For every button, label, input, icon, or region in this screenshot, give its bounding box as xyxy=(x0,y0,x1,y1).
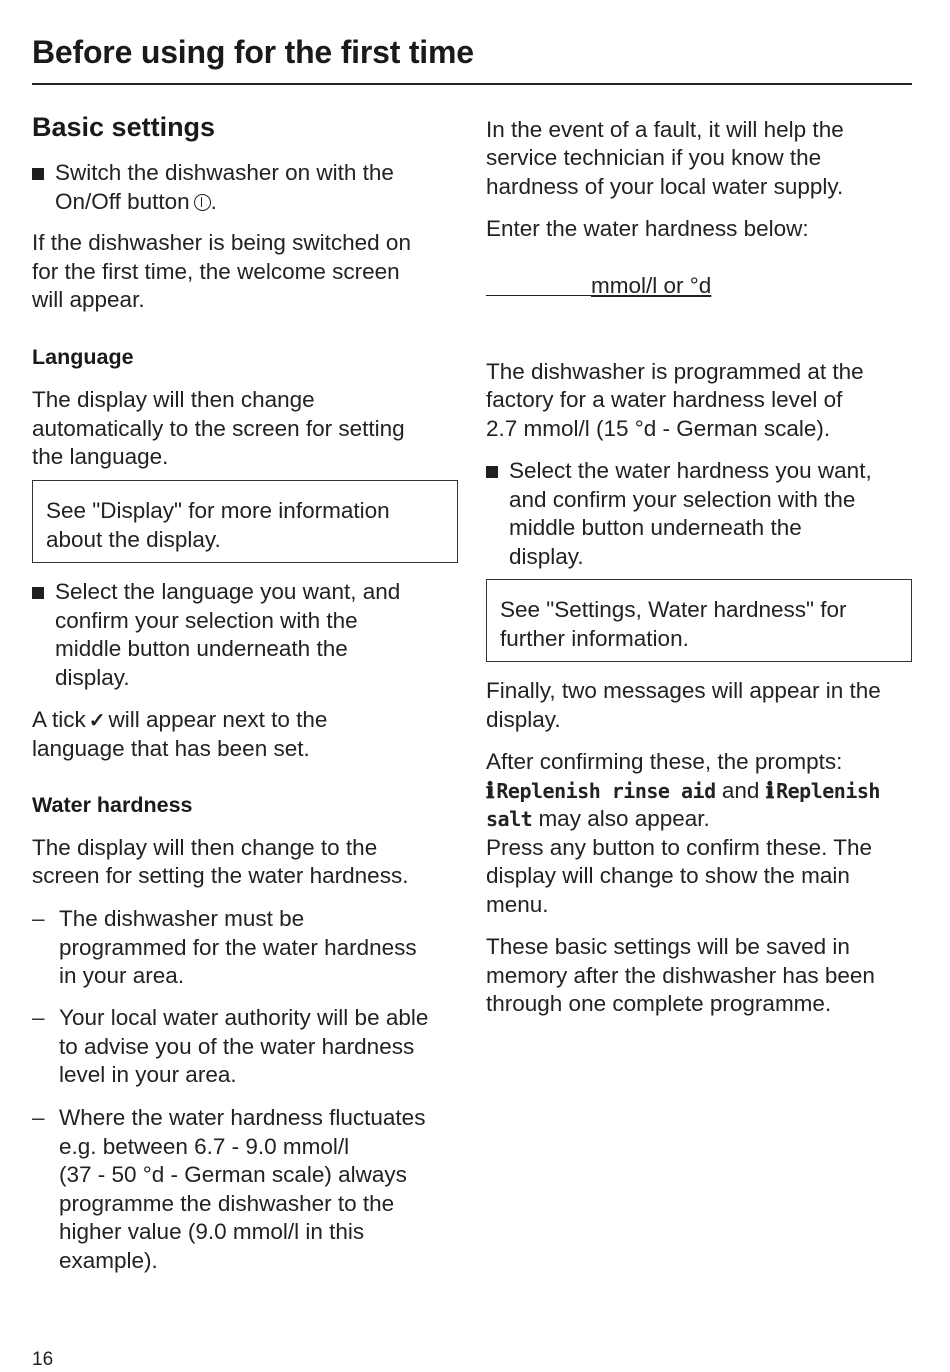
tick-text-segment: will appear next to the xyxy=(108,707,328,732)
bullet-text-segment: On/Off button xyxy=(55,188,190,214)
rinse-aid-prompt: Replenish rinse aid xyxy=(496,779,716,803)
bullet-text-line: confirm your selection with the xyxy=(55,607,358,633)
bullet-text-segment: . xyxy=(210,188,217,214)
info-icon: ℹ xyxy=(486,779,495,804)
welcome-line: If the dishwasher is being switched on xyxy=(32,230,411,255)
tick-text-segment: A tick xyxy=(32,707,86,732)
bullet-text-line: Switch the dishwasher on with the xyxy=(55,160,394,185)
fault-line: hardness of your local water supply. xyxy=(486,174,844,199)
saved-line: These basic settings will be saved in xyxy=(486,934,850,959)
blank-entry-line xyxy=(486,275,591,296)
bullet-text-line: Select the water hardness you want, xyxy=(509,458,872,483)
language-heading: Language xyxy=(32,345,134,369)
bullet-text-line: and confirm your selection with the xyxy=(509,486,856,512)
after-line: After confirming these, the prompts: xyxy=(486,749,843,774)
finally-line: display. xyxy=(486,707,561,732)
bullet-square-icon xyxy=(32,168,44,180)
and-text: and xyxy=(721,778,760,803)
language-line: automatically to the screen for setting xyxy=(32,416,405,441)
dash-text-line: example). xyxy=(59,1248,158,1273)
enter-hardness-line: Enter the water hardness below: xyxy=(486,216,809,241)
salt-prompt-part: salt xyxy=(486,807,533,831)
dash-text-line: Where the water hardness fluctuates xyxy=(59,1105,426,1130)
factory-line: factory for a water hardness level of xyxy=(486,387,843,412)
info-icon: ℹ xyxy=(765,779,775,804)
welcome-line: for the first time, the welcome screen xyxy=(32,259,400,284)
bullet-text-line: Select the language you want, and xyxy=(55,579,401,604)
press-line: menu. xyxy=(486,892,549,917)
saved-line: through one complete programme. xyxy=(486,991,832,1016)
display-note-box xyxy=(32,480,458,563)
fault-line: service technician if you know the xyxy=(486,145,822,170)
may-appear-text: may also appear. xyxy=(538,806,710,831)
dash-text-line: to advise you of the water hardness xyxy=(59,1033,415,1059)
bullet-text-line xyxy=(55,188,217,217)
press-line: Press any button to confirm these. The xyxy=(486,835,873,860)
dash-text-line: e.g. between 6.7 - 9.0 mmol/l xyxy=(59,1133,350,1159)
saved-line: memory after the dishwasher has been xyxy=(486,963,875,988)
factory-line: The dishwasher is programmed at the xyxy=(486,359,864,384)
dash-text-line: higher value (9.0 mmol/l in this xyxy=(59,1219,365,1245)
note-line: See "Settings, Water hardness" for xyxy=(500,597,847,622)
dash-text-line: level in your area. xyxy=(59,1062,237,1088)
tick-line: language that has been set. xyxy=(32,736,310,761)
tick-line xyxy=(32,706,327,736)
language-line: The display will then change xyxy=(32,387,315,412)
settings-note-box xyxy=(486,579,912,662)
units-label: mmol/l or °d xyxy=(591,273,712,298)
note-line: See "Display" for more information xyxy=(46,498,390,523)
bullet-text-line: middle button underneath the xyxy=(509,515,802,541)
prompts-line xyxy=(486,777,880,807)
bullet-square-icon xyxy=(32,587,44,599)
prompts-line xyxy=(486,805,710,834)
water-line: The display will then change to the xyxy=(32,835,378,860)
page-number: 16 xyxy=(32,1349,54,1370)
welcome-line: will appear. xyxy=(32,287,145,312)
note-line: about the display. xyxy=(46,527,221,552)
tick-icon: ✓ xyxy=(88,710,106,732)
bullet-text-line: display. xyxy=(509,543,584,569)
title-rule xyxy=(32,83,912,85)
page-title: Before using for the first time xyxy=(32,34,474,70)
language-line: the language. xyxy=(32,444,169,469)
dash-marker: – xyxy=(32,1105,45,1130)
dash-text-line: programme the dishwasher to the xyxy=(59,1190,395,1216)
dash-text-line: The dishwasher must be xyxy=(59,906,305,931)
fault-line: In the event of a fault, it will help the xyxy=(486,117,844,142)
power-icon xyxy=(194,194,211,211)
basic-settings-heading: Basic settings xyxy=(32,112,216,142)
bullet-text-line: middle button underneath the xyxy=(55,636,348,662)
dash-text-line: Your local water authority will be able xyxy=(59,1005,429,1030)
dash-text-line: in your area. xyxy=(59,963,185,989)
water-hardness-heading: Water hardness xyxy=(32,793,193,817)
dash-text-line: programmed for the water hardness xyxy=(59,934,417,960)
finally-line: Finally, two messages will appear in the xyxy=(486,678,881,703)
dash-marker: – xyxy=(32,1005,45,1030)
water-line: screen for setting the water hardness. xyxy=(32,863,409,888)
dash-text-line: (37 - 50 °d - German scale) always xyxy=(59,1162,407,1188)
hardness-entry-line xyxy=(486,272,711,301)
bullet-square-icon xyxy=(486,466,498,478)
note-line: further information. xyxy=(500,626,689,651)
salt-prompt-part: Replenish xyxy=(776,779,880,803)
press-line: display will change to show the main xyxy=(486,863,850,888)
factory-line: 2.7 mmol/l (15 °d - German scale). xyxy=(486,416,831,441)
dash-marker: – xyxy=(32,906,45,931)
bullet-text-line: display. xyxy=(55,664,130,690)
